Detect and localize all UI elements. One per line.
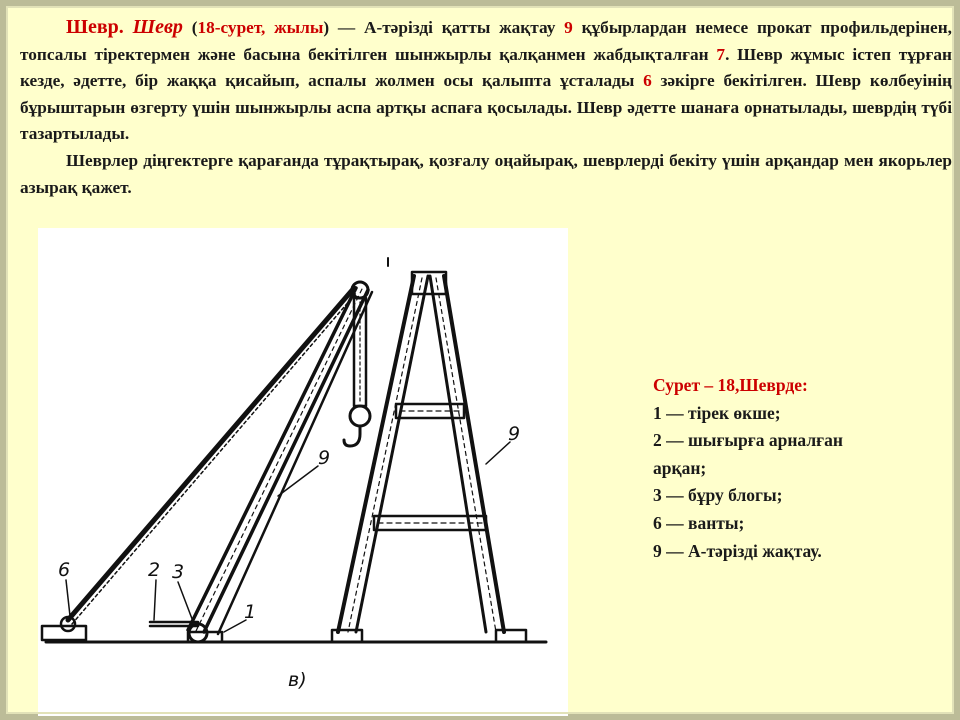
text-c: зәкірге бекітілген. Шевр көлбеуінің бұрыштарын өзгерту үшін шынжырлы аспа артқы аспаға қосылады. Шевр әдетте шанаға орнатылады, шеврдің түбі тазартылады. <box>20 71 952 144</box>
figure-caption: в) <box>288 669 307 691</box>
label-1: 1 <box>244 601 257 623</box>
text-b: . Шевр жұмыс істеп тұрған кезде, әдетте, бір жаққа қисайып, аспалы жолмен осы қалыпта ұсталады <box>20 44 952 91</box>
a-frame-foot-right <box>496 630 526 642</box>
hook <box>344 426 360 446</box>
label-2: 2 <box>148 559 161 581</box>
label-6: 6 <box>58 559 71 581</box>
ref-number-7: 7 <box>716 44 726 64</box>
label-9-left: 9 <box>318 447 331 469</box>
shevr-drawing <box>38 228 568 716</box>
tilted-leg-b <box>204 290 368 632</box>
legend-item: 9 — А-тәрізді жақтау. <box>653 540 822 561</box>
title-italic: Шевр <box>132 16 183 38</box>
text-a: құбырлардан немесе прокат профильдерінен, топсалы тіректермен және басына бекітілген шынжырлы қалқанмен жабдықталған <box>20 18 952 64</box>
anchor-block <box>42 626 86 640</box>
label-9-right: 9 <box>508 423 521 445</box>
text-dash: ) — А-тәрізді қатты жақтау <box>323 18 565 37</box>
main-text <box>20 14 952 201</box>
guy-rope <box>68 288 354 620</box>
paragraph-1 <box>20 14 952 148</box>
figure-legend <box>653 372 948 565</box>
legend-item: 6 — ванты; <box>653 512 745 533</box>
label-3: 3 <box>172 561 185 583</box>
legend-item: 1 — тірек өкше; <box>653 402 781 423</box>
ref-number-9: 9 <box>564 18 573 37</box>
legend-item: арқан; <box>653 457 707 478</box>
ref-number-6: 6 <box>643 71 652 91</box>
title-bold: Шевр. <box>66 16 124 38</box>
a-frame-right-outer <box>444 276 504 632</box>
legend-caption: Сурет – 18,Шеврде: <box>653 375 808 395</box>
legend-item: 3 — бұру блогы; <box>653 485 783 506</box>
hook-block <box>350 406 370 426</box>
figure-ref: 18-сурет, жылы <box>197 18 324 37</box>
open-paren: ( <box>182 18 198 37</box>
legend-item: 2 — шығырға арналған <box>653 430 843 451</box>
figure-image <box>38 228 568 716</box>
paragraph-2: Шеврлер діңгектерге қарағанда тұрақтырақ, қозғалу оңайырақ, шеврлерді бекіту үшін арқандар мен якорьлер азырақ қажет. <box>20 150 952 197</box>
